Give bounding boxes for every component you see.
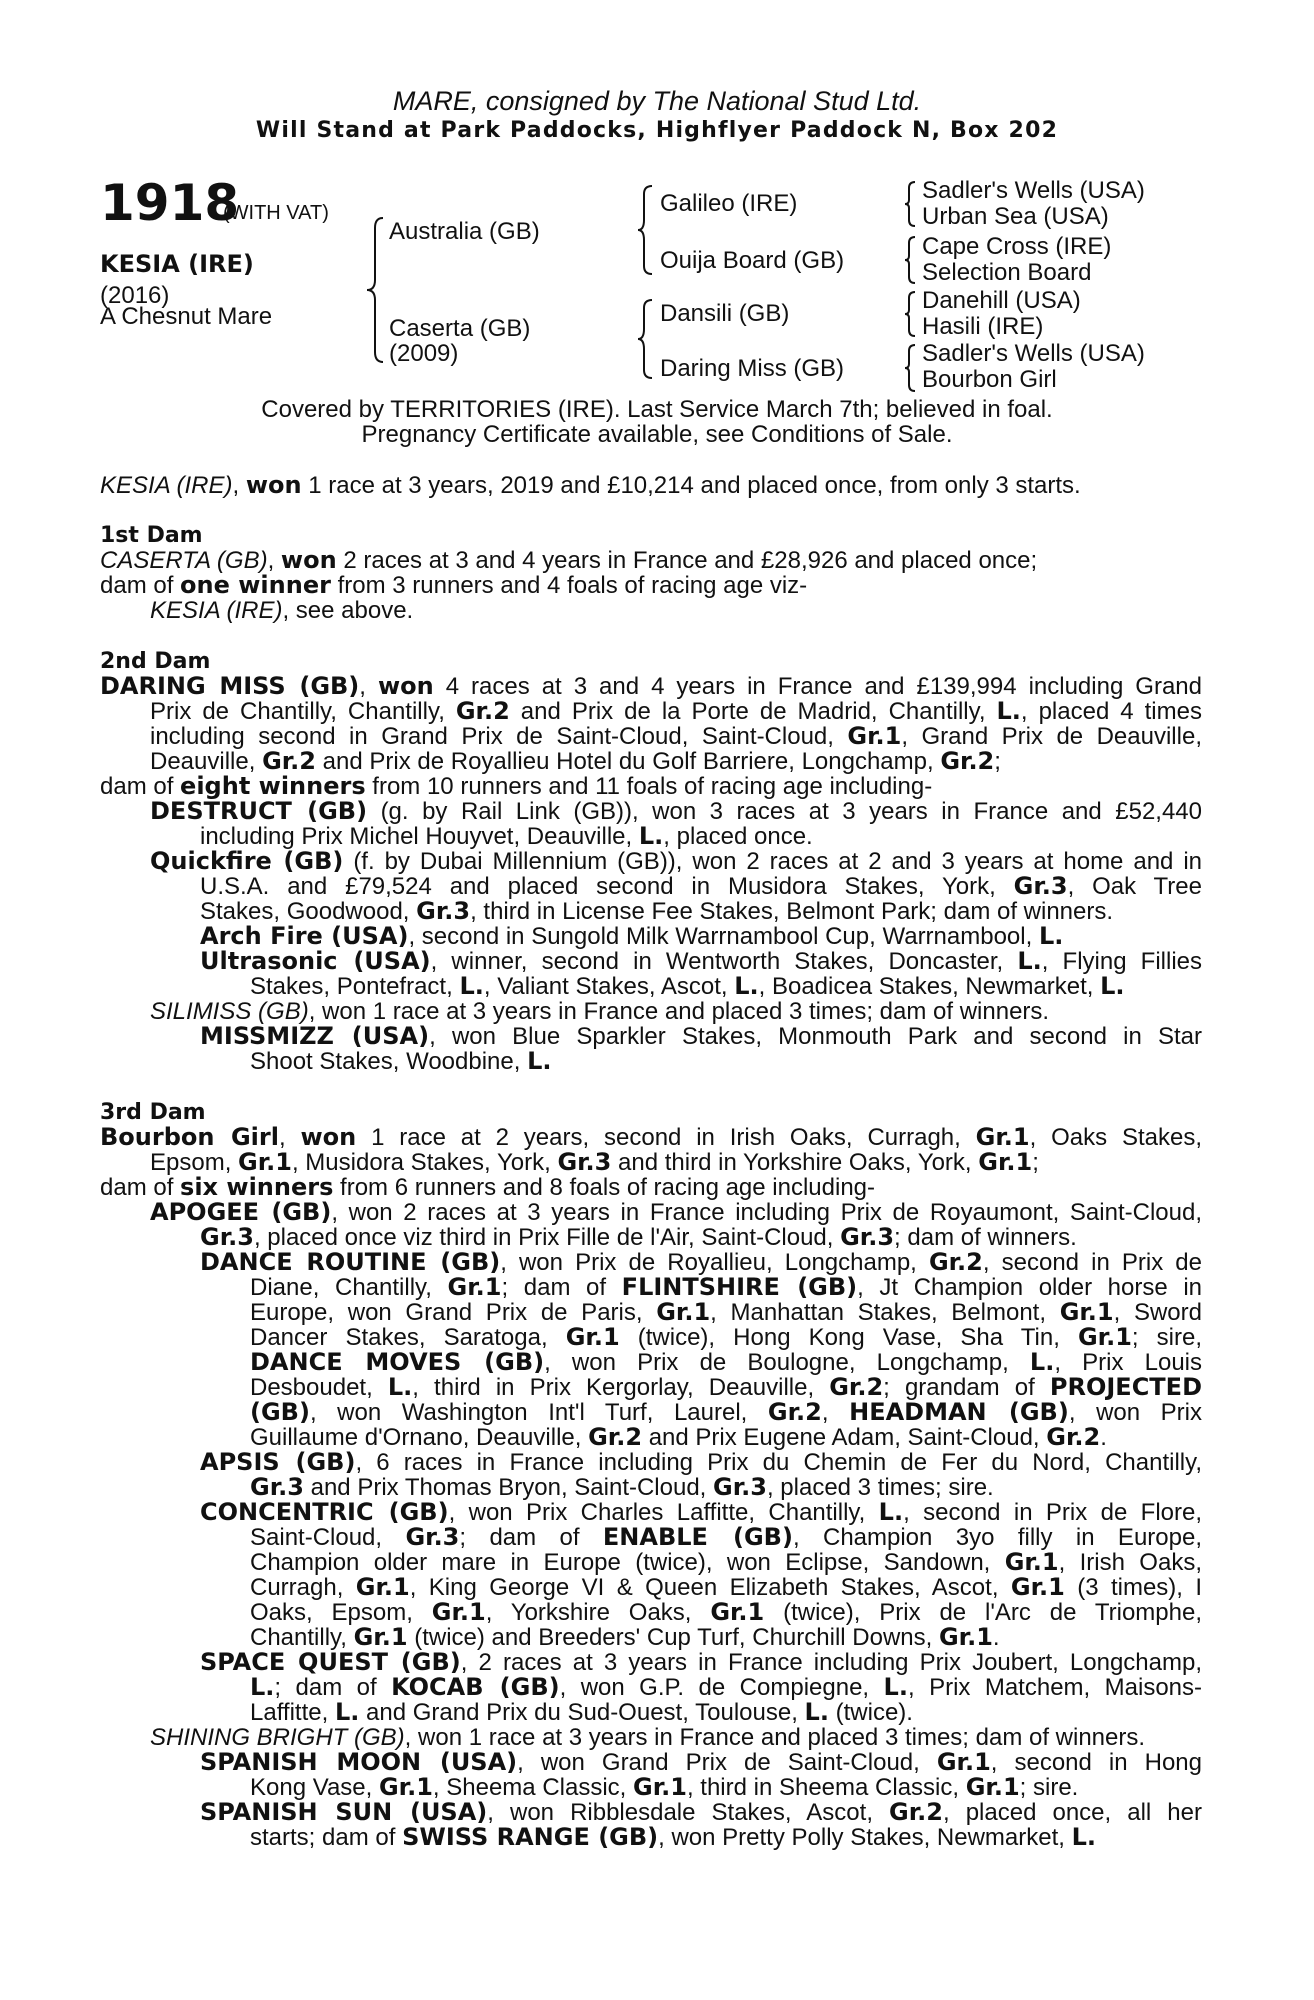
italic-name: SILIMISS (GB) [150, 998, 309, 1025]
bold-text: Gr.1 [633, 1773, 687, 1801]
bold-text: HEADMAN (GB) [849, 1400, 1069, 1425]
text-run: , [267, 547, 281, 574]
third-dam-line [100, 1175, 875, 1200]
text-run: , Oak Tree [1067, 874, 1202, 899]
third-dam-line [250, 1550, 1202, 1575]
sire-parents-bracket [636, 184, 654, 276]
text-run: Deauville, [150, 748, 263, 775]
bold-text: Quickfire (GB) [150, 849, 344, 874]
text-run: Desboudet, [250, 1375, 388, 1400]
bold-text: Gr.2 [940, 747, 995, 775]
bold-text: eight winners [180, 772, 366, 800]
italic-name: SHINING BRIGHT (GB) [150, 1724, 405, 1751]
text-run: , placed once, all her [942, 1800, 1202, 1825]
first-dam-line [150, 598, 413, 623]
first-dam-heading: 1st Dam [100, 523, 203, 548]
second-dam-line [100, 774, 932, 799]
text-run: Kong Vase, [250, 1774, 379, 1801]
text-run: (twice). [828, 1699, 913, 1726]
bold-text: six winners [180, 1173, 334, 1201]
bold-text: DANCE ROUTINE (GB) [200, 1250, 501, 1275]
text-run: , Jt Champion older horse in [857, 1275, 1202, 1300]
bold-text: Gr.3 [557, 1148, 612, 1176]
pedigree-dam-dam: Daring Miss (GB) [660, 355, 845, 382]
text-run: Curragh, [250, 1575, 356, 1600]
text-run: , second in Sungold Milk Warrnambool Cup, Warrnambool, [408, 923, 1039, 950]
bold-text: L. [1029, 1350, 1055, 1375]
second-dam-line [250, 1049, 552, 1074]
bold-text: won [377, 674, 434, 699]
bold-text: won [245, 471, 302, 499]
bold-text: (GB) [250, 1400, 310, 1425]
second-dam-line [150, 724, 1202, 749]
text-run: , Boadicea Stakes, Newmarket, [758, 973, 1101, 1000]
text-run: , Irish Oaks, [1058, 1550, 1202, 1575]
bold-text: Gr.1 [1077, 1325, 1132, 1350]
text-run: , Sword [1113, 1300, 1202, 1325]
third-dam-line [250, 1575, 1202, 1600]
third-dam-line [250, 1600, 1202, 1625]
covered-line: Covered by TERRITORIES (IRE). Last Service March 7th; believed in foal. [261, 396, 1053, 423]
bold-text: Gr.1 [1010, 1575, 1065, 1600]
bold-text: L. [250, 1675, 275, 1700]
second-dam-line [150, 749, 1001, 774]
text-run: from 6 runners and 8 foals of racing age including- [333, 1174, 876, 1201]
text-run: , won Prix de Royallieu, Longchamp, [500, 1250, 929, 1275]
bold-text: L. [804, 1698, 829, 1726]
bold-text: Arch Fire (USA) [200, 922, 409, 950]
third-dam-heading: 3rd Dam [100, 1100, 206, 1125]
third-dam-line [200, 1800, 1202, 1825]
bold-text: Gr.1 [353, 1623, 408, 1651]
text-run: 2 races at 3 and 4 years in France and £28,926 and placed once; [336, 547, 1038, 574]
bold-text: SWISS RANGE (GB) [402, 1823, 659, 1851]
text-run: Champion older mare in Europe (twice), won Eclipse, Sandown, [250, 1550, 1005, 1575]
horse-name: KESIA (IRE) [100, 250, 254, 278]
text-run: , Flying Fillies [1041, 949, 1202, 974]
text-run: , see above. [282, 597, 414, 624]
text-run: , third in License Fee Stakes, Belmont Park; dam of winners. [470, 898, 1114, 925]
text-run: , Manhattan Stakes, Belmont, [710, 1300, 1060, 1325]
bold-text: L. [1100, 972, 1125, 1000]
italic-name: KESIA (IRE) [150, 597, 283, 624]
bold-text: Gr.1 [710, 1600, 765, 1625]
third-dam-line [250, 1825, 1096, 1850]
bold-text: APOGEE (GB) [150, 1200, 332, 1225]
second-dam-line [200, 824, 813, 849]
text-run: Laffitte, [250, 1699, 335, 1726]
text-run: , third in Prix Kergorlay, Deauville, [412, 1375, 830, 1400]
text-run: ; sire, [1131, 1325, 1202, 1350]
pedigree-gen3-7: Sadler's Wells (USA) [922, 340, 1145, 367]
bold-text: Gr.2 [1046, 1423, 1101, 1451]
text-run: , Prix Louis [1054, 1350, 1202, 1375]
text-run: (twice), Prix de l'Arc de Triomphe, [764, 1600, 1202, 1625]
bold-text: ENABLE (GB) [602, 1525, 793, 1550]
second-dam-line [150, 999, 1049, 1024]
text-run: 4 races at 3 and 4 years in France and £139,994 including Grand [433, 674, 1202, 699]
text-run: , won Grand Prix de Saint-Cloud, [517, 1750, 937, 1775]
bold-text: CONCENTRIC (GB) [200, 1500, 449, 1525]
consignor-line: MARE, consigned by The National Stud Ltd. [392, 86, 922, 116]
text-run: , King George VI & Queen Elizabeth Stakes, Ascot, [409, 1575, 1011, 1600]
bold-text: APSIS (GB) [200, 1450, 356, 1475]
second-dam-line [200, 874, 1202, 899]
bold-text: won [300, 1125, 357, 1150]
text-run: from 3 runners and 4 foals of racing age viz- [330, 572, 808, 599]
second-dam-line [150, 799, 1202, 824]
third-dam-line [250, 1425, 1107, 1450]
bold-text: L. [883, 1675, 908, 1700]
third-dam-line [250, 1375, 1202, 1400]
pedigree-gen3-1: Sadler's Wells (USA) [922, 177, 1145, 204]
bold-text: Gr.2 [928, 1250, 983, 1275]
third-dam-line [200, 1225, 1077, 1250]
bold-text: Gr.1 [378, 1773, 433, 1801]
gen3-bracket-2 [903, 235, 917, 285]
text-run: ; sire. [1019, 1774, 1079, 1801]
bold-text: PROJECTED [1049, 1375, 1202, 1400]
text-run: Diane, Chantilly, [250, 1275, 448, 1300]
lot-number: 1918 [100, 174, 240, 232]
bold-text: MISSMIZZ (USA) [200, 1024, 430, 1049]
second-dam-line [200, 899, 1113, 924]
bold-text: Gr.2 [262, 747, 316, 775]
text-run: , won Ribblesdale Stakes, Ascot, [487, 1800, 890, 1825]
pedigree-sire-dam: Ouija Board (GB) [660, 247, 845, 274]
text-run: , placed once. [663, 823, 813, 850]
bold-text: Gr.1 [978, 1148, 1033, 1176]
pregnancy-certificate-line: Pregnancy Certificate available, see Conditions of Sale. [361, 421, 953, 448]
text-run: starts; dam of [250, 1824, 403, 1851]
text-run: , Yorkshire Oaks, [485, 1600, 711, 1625]
intro-paragraph: KESIA (IRE), won 1 race at 3 years, 2019 and £10,214 and placed once, from only 3 starts. [100, 471, 1081, 499]
text-run: , third in Sheema Classic, [686, 1774, 966, 1801]
gen3-bracket-1 [903, 180, 917, 228]
bold-text: L. [459, 972, 484, 1000]
text-run: Saint-Cloud, [250, 1525, 406, 1550]
text-run: Oaks, Epsom, [250, 1600, 432, 1625]
text-run: (f. by Dubai Millennium (GB)), won 2 races at 2 and 3 years at home and in [343, 849, 1202, 874]
pedigree-dam-sire: Dansili (GB) [660, 300, 790, 327]
text-run: . [992, 1624, 1000, 1651]
bold-text: FLINTSHIRE (GB) [621, 1275, 858, 1300]
text-run: , [821, 1400, 850, 1425]
bold-text: Gr.3 [250, 1473, 304, 1501]
text-run: U.S.A. and £79,524 and placed second in Musidora Stakes, York, [200, 874, 1014, 899]
text-run: , won Prix de Boulogne, Longchamp, [544, 1350, 1030, 1375]
third-dam-line [250, 1325, 1202, 1350]
text-run: . [1100, 1424, 1107, 1451]
bold-text: Gr.1 [565, 1325, 620, 1350]
bold-text: KOCAB (GB) [391, 1675, 560, 1700]
bold-text: Gr.3 [1013, 874, 1068, 899]
text-run: , winner, second in Wentworth Stakes, Doncaster, [430, 949, 1018, 974]
third-dam-line [250, 1275, 1202, 1300]
text-run: ; dam of [459, 1525, 603, 1550]
pedigree-gen3-6: Hasili (IRE) [922, 313, 1044, 340]
bold-text: DANCE MOVES (GB) [250, 1350, 545, 1375]
text-run: including second in Grand Prix de Saint-Cloud, Saint-Cloud, [150, 724, 848, 749]
bold-text: SPANISH SUN (USA) [200, 1800, 488, 1825]
bold-text: Gr.3 [200, 1223, 254, 1251]
text-run: , [359, 674, 378, 699]
bold-text: SPANISH MOON (USA) [200, 1750, 518, 1775]
text-run: , won 1 race at 3 years in France and placed 3 times; dam of winners. [404, 1724, 1146, 1751]
text-run: , Prix Matchem, Maisons- [907, 1675, 1202, 1700]
pedigree-gen3-2: Urban Sea (USA) [922, 203, 1109, 230]
bold-text: Gr.1 [447, 1275, 502, 1300]
bold-text: Gr.1 [1004, 1550, 1059, 1575]
third-dam-line [150, 1200, 1202, 1225]
text-run: , Champion 3yo filly in Europe, [792, 1525, 1202, 1550]
vat-note: (WITH VAT) [223, 202, 329, 224]
text-run: Guillaume d'Ornano, Deauville, [250, 1424, 589, 1451]
text-run: , won 2 races at 3 years in France including Prix de Royaumont, Saint-Cloud, [331, 1200, 1202, 1225]
gen3-bracket-3 [903, 290, 917, 338]
text-run: , won Prix Charles Laffitte, Chantilly, [448, 1500, 879, 1525]
dam-parents-bracket [636, 298, 654, 380]
text-run: and third in Yorkshire Oaks, York, [611, 1149, 979, 1176]
bold-text: L. [996, 699, 1021, 724]
third-dam-line [250, 1350, 1202, 1375]
bold-text: Gr.3 [840, 1223, 895, 1251]
text-run: , Sheema Classic, [432, 1774, 633, 1801]
bold-text: Gr.2 [767, 1400, 822, 1425]
bold-text: Ultrasonic (USA) [200, 949, 431, 974]
text-run: ; [994, 748, 1001, 775]
text-run: and Grand Prix du Sud-Ouest, Toulouse, [359, 1699, 805, 1726]
text-run: including Prix Michel Houyvet, Deauville, [200, 823, 639, 850]
third-dam-line [200, 1500, 1202, 1525]
third-dam-line [200, 1250, 1202, 1275]
text-run: Dancer Stakes, Saratoga, [250, 1325, 566, 1350]
bold-text: L. [1038, 922, 1064, 950]
text-run: , [278, 1125, 301, 1150]
stand-location-line: Will Stand at Park Paddocks, Highflyer Paddock N, Box 202 [255, 118, 1059, 143]
text-run: Prix de Chantilly, Chantilly, [150, 699, 456, 724]
text-run: , 6 races in France including Prix du Chemin de Fer du Nord, Chantilly, [355, 1450, 1202, 1475]
text-run: , second in Hong [990, 1750, 1202, 1775]
text-run: ; [1032, 1149, 1039, 1176]
horse-year: (2016) [100, 282, 170, 309]
bold-text: Gr.1 [847, 724, 902, 749]
bold-text: Gr.2 [588, 1423, 643, 1451]
text-run: ; grandam of [883, 1375, 1050, 1400]
text-run: , placed 4 times [1020, 699, 1202, 724]
third-dam-line [250, 1775, 1078, 1800]
bold-text: Gr.1 [238, 1148, 292, 1176]
italic-name: KESIA (IRE) [100, 472, 233, 499]
bold-text: Gr.2 [889, 1800, 943, 1825]
text-run: and Prix Eugene Adam, Saint-Cloud, [642, 1424, 1047, 1451]
text-run: and Prix de Royallieu Hotel du Golf Barriere, Longchamp, [316, 748, 941, 775]
text-run: Europe, won Grand Prix de Paris, [250, 1300, 657, 1325]
text-run: , Oaks Stakes, [1029, 1125, 1202, 1150]
text-run: , Valiant Stakes, Ascot, [483, 973, 735, 1000]
text-run: , 2 races at 3 years in France including Prix Joubert, Longchamp, [460, 1650, 1202, 1675]
gen3-bracket-4 [903, 343, 917, 393]
third-dam-line [150, 1150, 1039, 1175]
pedigree-sire: Australia (GB) [389, 218, 540, 245]
text-run: Shoot Stakes, Woodbine, [250, 1048, 528, 1075]
bold-text: L. [334, 1698, 360, 1726]
second-dam-line [200, 1024, 1202, 1049]
bold-text: L. [734, 972, 759, 1000]
text-run: Epsom, [150, 1149, 239, 1176]
text-run: dam of [100, 773, 181, 800]
third-dam-line [250, 1700, 913, 1725]
text-run: (twice), Hong Kong Vase, Sha Tin, [619, 1325, 1078, 1350]
third-dam-line [250, 1525, 1202, 1550]
bold-text: L. [527, 1047, 552, 1075]
text-run: , won Washington Int'l Turf, Laurel, [309, 1400, 768, 1425]
bold-text: Gr.3 [405, 1525, 460, 1550]
third-dam-line [250, 1625, 1000, 1650]
text-run: , second in Prix de [982, 1250, 1202, 1275]
text-run: , won Pretty Polly Stakes, Newmarket, [658, 1824, 1072, 1851]
second-dam-line [100, 674, 1202, 699]
text-run: (twice) and Breeders' Cup Turf, Churchill Downs, [407, 1624, 939, 1651]
text-run: 1 race at 3 years, 2019 and £10,214 and placed once, from only 3 starts. [301, 472, 1081, 499]
text-run: 1 race at 2 years, second in Irish Oaks, Curragh, [356, 1125, 976, 1150]
second-dam-line [250, 974, 1125, 999]
third-dam-line [200, 1650, 1202, 1675]
text-run: Stakes, Pontefract, [250, 973, 460, 1000]
text-run: (3 times), I [1064, 1575, 1202, 1600]
pedigree-dam: Caserta (GB) [389, 315, 531, 342]
third-dam-line [250, 1300, 1202, 1325]
bold-text: Bourbon Girl [100, 1125, 279, 1150]
bold-text: Gr.1 [431, 1600, 486, 1625]
horse-description: A Chesnut Mare [100, 303, 273, 330]
bold-text: DESTRUCT (GB) [150, 799, 368, 824]
text-run: , won G.P. de Compiegne, [559, 1675, 884, 1700]
second-dam-line [200, 924, 1063, 949]
text-run: ; dam of [501, 1275, 622, 1300]
bold-text: Gr.1 [975, 1125, 1030, 1150]
bold-text: Gr.1 [938, 1623, 993, 1651]
text-run: from 10 runners and 11 foals of racing age including- [365, 773, 933, 800]
text-run: , Musidora Stakes, York, [291, 1149, 558, 1176]
bold-text: L. [1071, 1823, 1097, 1851]
text-run: , won Prix [1068, 1400, 1202, 1425]
second-dam-line [150, 849, 1202, 874]
text-run: , Grand Prix de Deauville, [901, 724, 1202, 749]
text-run: Chantilly, [250, 1624, 354, 1651]
third-dam-line [150, 1725, 1145, 1750]
bold-text: Gr.1 [656, 1300, 711, 1325]
pedigree-gen3-4: Selection Board [922, 259, 1092, 286]
text-run: dam of [100, 1174, 181, 1201]
bold-text: L. [1017, 949, 1042, 974]
bold-text: Gr.1 [936, 1750, 991, 1775]
sire-dam-bracket [365, 216, 385, 364]
second-dam-heading: 2nd Dam [100, 649, 211, 674]
text-run: Stakes, Goodwood, [200, 898, 417, 925]
bold-text: Gr.1 [355, 1575, 410, 1600]
pedigree-gen3-5: Danehill (USA) [922, 287, 1081, 314]
bold-text: L. [638, 822, 664, 850]
bold-text: Gr.2 [455, 699, 510, 724]
bold-text: SPACE QUEST (GB) [200, 1650, 461, 1675]
text-run: ; dam of winners. [894, 1224, 1077, 1251]
bold-text: Gr.2 [829, 1375, 884, 1400]
second-dam-line [150, 699, 1202, 724]
pedigree-gen3-8: Bourbon Girl [922, 366, 1057, 393]
third-dam-line [100, 1125, 1202, 1150]
pedigree-gen3-3: Cape Cross (IRE) [922, 233, 1112, 260]
text-run: , won Blue Sparkler Stakes, Monmouth Park and second in Star [429, 1024, 1202, 1049]
bold-text: Gr.3 [416, 897, 471, 925]
third-dam-line [250, 1400, 1202, 1425]
bold-text: won [280, 546, 337, 574]
italic-name: CASERTA (GB) [100, 547, 268, 574]
text-run: dam of [100, 572, 181, 599]
pedigree-sire-sire: Galileo (IRE) [660, 190, 798, 217]
third-dam-line [250, 1675, 1202, 1700]
third-dam-line [200, 1450, 1202, 1475]
third-dam-line [250, 1475, 994, 1500]
bold-text: DARING MISS (GB) [100, 674, 360, 699]
bold-text: Gr.1 [965, 1773, 1020, 1801]
text-run: and Prix Thomas Bryon, Saint-Cloud, [303, 1474, 714, 1501]
first-dam-line [100, 548, 1037, 573]
bold-text: one winner [180, 571, 331, 599]
first-dam-line [100, 573, 807, 598]
text-run: , placed 3 times; sire. [766, 1474, 994, 1501]
third-dam-line [200, 1750, 1202, 1775]
text-run: , won 1 race at 3 years in France and placed 3 times; dam of winners. [308, 998, 1050, 1025]
text-run: and Prix de la Porte de Madrid, Chantilly, [509, 699, 997, 724]
bold-text: L. [878, 1500, 904, 1525]
text-run: ; dam of [274, 1675, 392, 1700]
text-run: , placed once viz third in Prix Fille de l'Air, Saint-Cloud, [253, 1224, 841, 1251]
second-dam-line [200, 949, 1202, 974]
text-run: (g. by Rail Link (GB)), won 3 races at 3 years in France and £52,440 [367, 799, 1202, 824]
text-run: , second in Prix de Flore, [903, 1500, 1202, 1525]
bold-text: Gr.1 [1059, 1300, 1114, 1325]
bold-text: Gr.3 [713, 1473, 767, 1501]
pedigree-dam-year: (2009) [389, 340, 459, 367]
bold-text: L. [387, 1375, 413, 1400]
